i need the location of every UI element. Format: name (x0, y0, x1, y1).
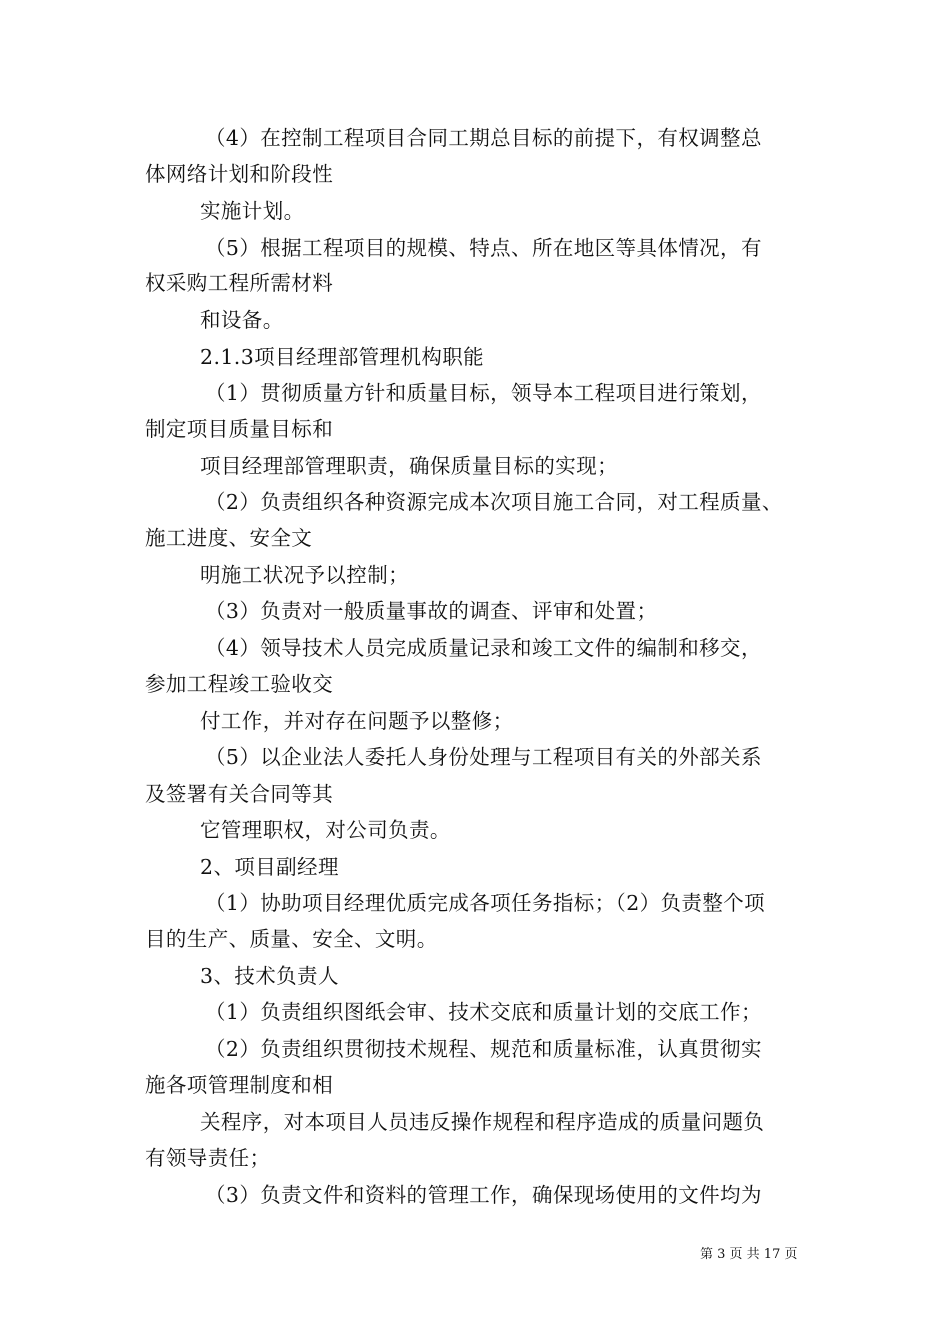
paragraph-line: 参加工程竣工验收交 (145, 672, 334, 696)
section-heading: 2、项目副经理 (200, 855, 339, 879)
paragraph-line: （1）协助项目经理优质完成各项任务指标；（2）负责整个项 (205, 891, 766, 915)
paragraph-line: （5）根据工程项目的规模、特点、所在地区等具体情况，有 (205, 236, 762, 260)
paragraph-line: 关程序，对本项目人员违反操作规程和程序造成的质量问题负 (200, 1110, 765, 1134)
paragraph-line: 项目经理部管理职责，确保质量目标的实现； (200, 454, 618, 478)
section-heading: 3、技术负责人 (200, 964, 339, 988)
paragraph-line: 实施计划。 (200, 199, 305, 223)
paragraph-line: 明施工状况予以控制； (200, 563, 409, 587)
paragraph-line: 它管理职权，对公司负责。 (200, 818, 451, 842)
paragraph-line: 和设备。 (200, 308, 284, 332)
paragraph-line: （4）领导技术人员完成质量记录和竣工文件的编制和移交， (205, 636, 762, 660)
paragraph-line: 有领导责任； (145, 1146, 271, 1170)
paragraph-line: （5）以企业法人委托人身份处理与工程项目有关的外部关系 (205, 745, 762, 769)
paragraph-line: 制定项目质量目标和 (145, 417, 334, 441)
paragraph-line: （2）负责组织各种资源完成本次项目施工合同，对工程质量、 (205, 490, 783, 514)
paragraph-line: （1）负责组织图纸会审、技术交底和质量计划的交底工作； (205, 1000, 762, 1024)
paragraph-line: 施各项管理制度和相 (145, 1073, 334, 1097)
paragraph-line: （3）负责文件和资料的管理工作，确保现场使用的文件均为 (205, 1183, 762, 1207)
paragraph-line: 施工进度、安全文 (145, 526, 313, 550)
paragraph-line: （2）负责组织贯彻技术规程、规范和质量标准，认真贯彻实 (205, 1037, 762, 1061)
paragraph-line: 体网络计划和阶段性 (145, 162, 334, 186)
paragraph-line: 及签署有关合同等其 (145, 782, 334, 806)
paragraph-line: （3）负责对一般质量事故的调查、评审和处置； (205, 599, 658, 623)
page-number-footer: 第 3 页 共 17 页 (700, 1247, 798, 1262)
paragraph-line: 权采购工程所需材料 (145, 271, 334, 295)
paragraph-line: 目的生产、质量、安全、文明。 (145, 927, 438, 951)
section-heading: 2.1.3项目经理部管理机构职能 (200, 345, 485, 369)
paragraph-line: （4）在控制工程项目合同工期总目标的前提下，有权调整总 (205, 126, 762, 150)
paragraph-line: 付工作，并对存在问题予以整修； (200, 709, 514, 733)
paragraph-line: （1）贯彻质量方针和质量目标，领导本工程项目进行策划， (205, 381, 762, 405)
